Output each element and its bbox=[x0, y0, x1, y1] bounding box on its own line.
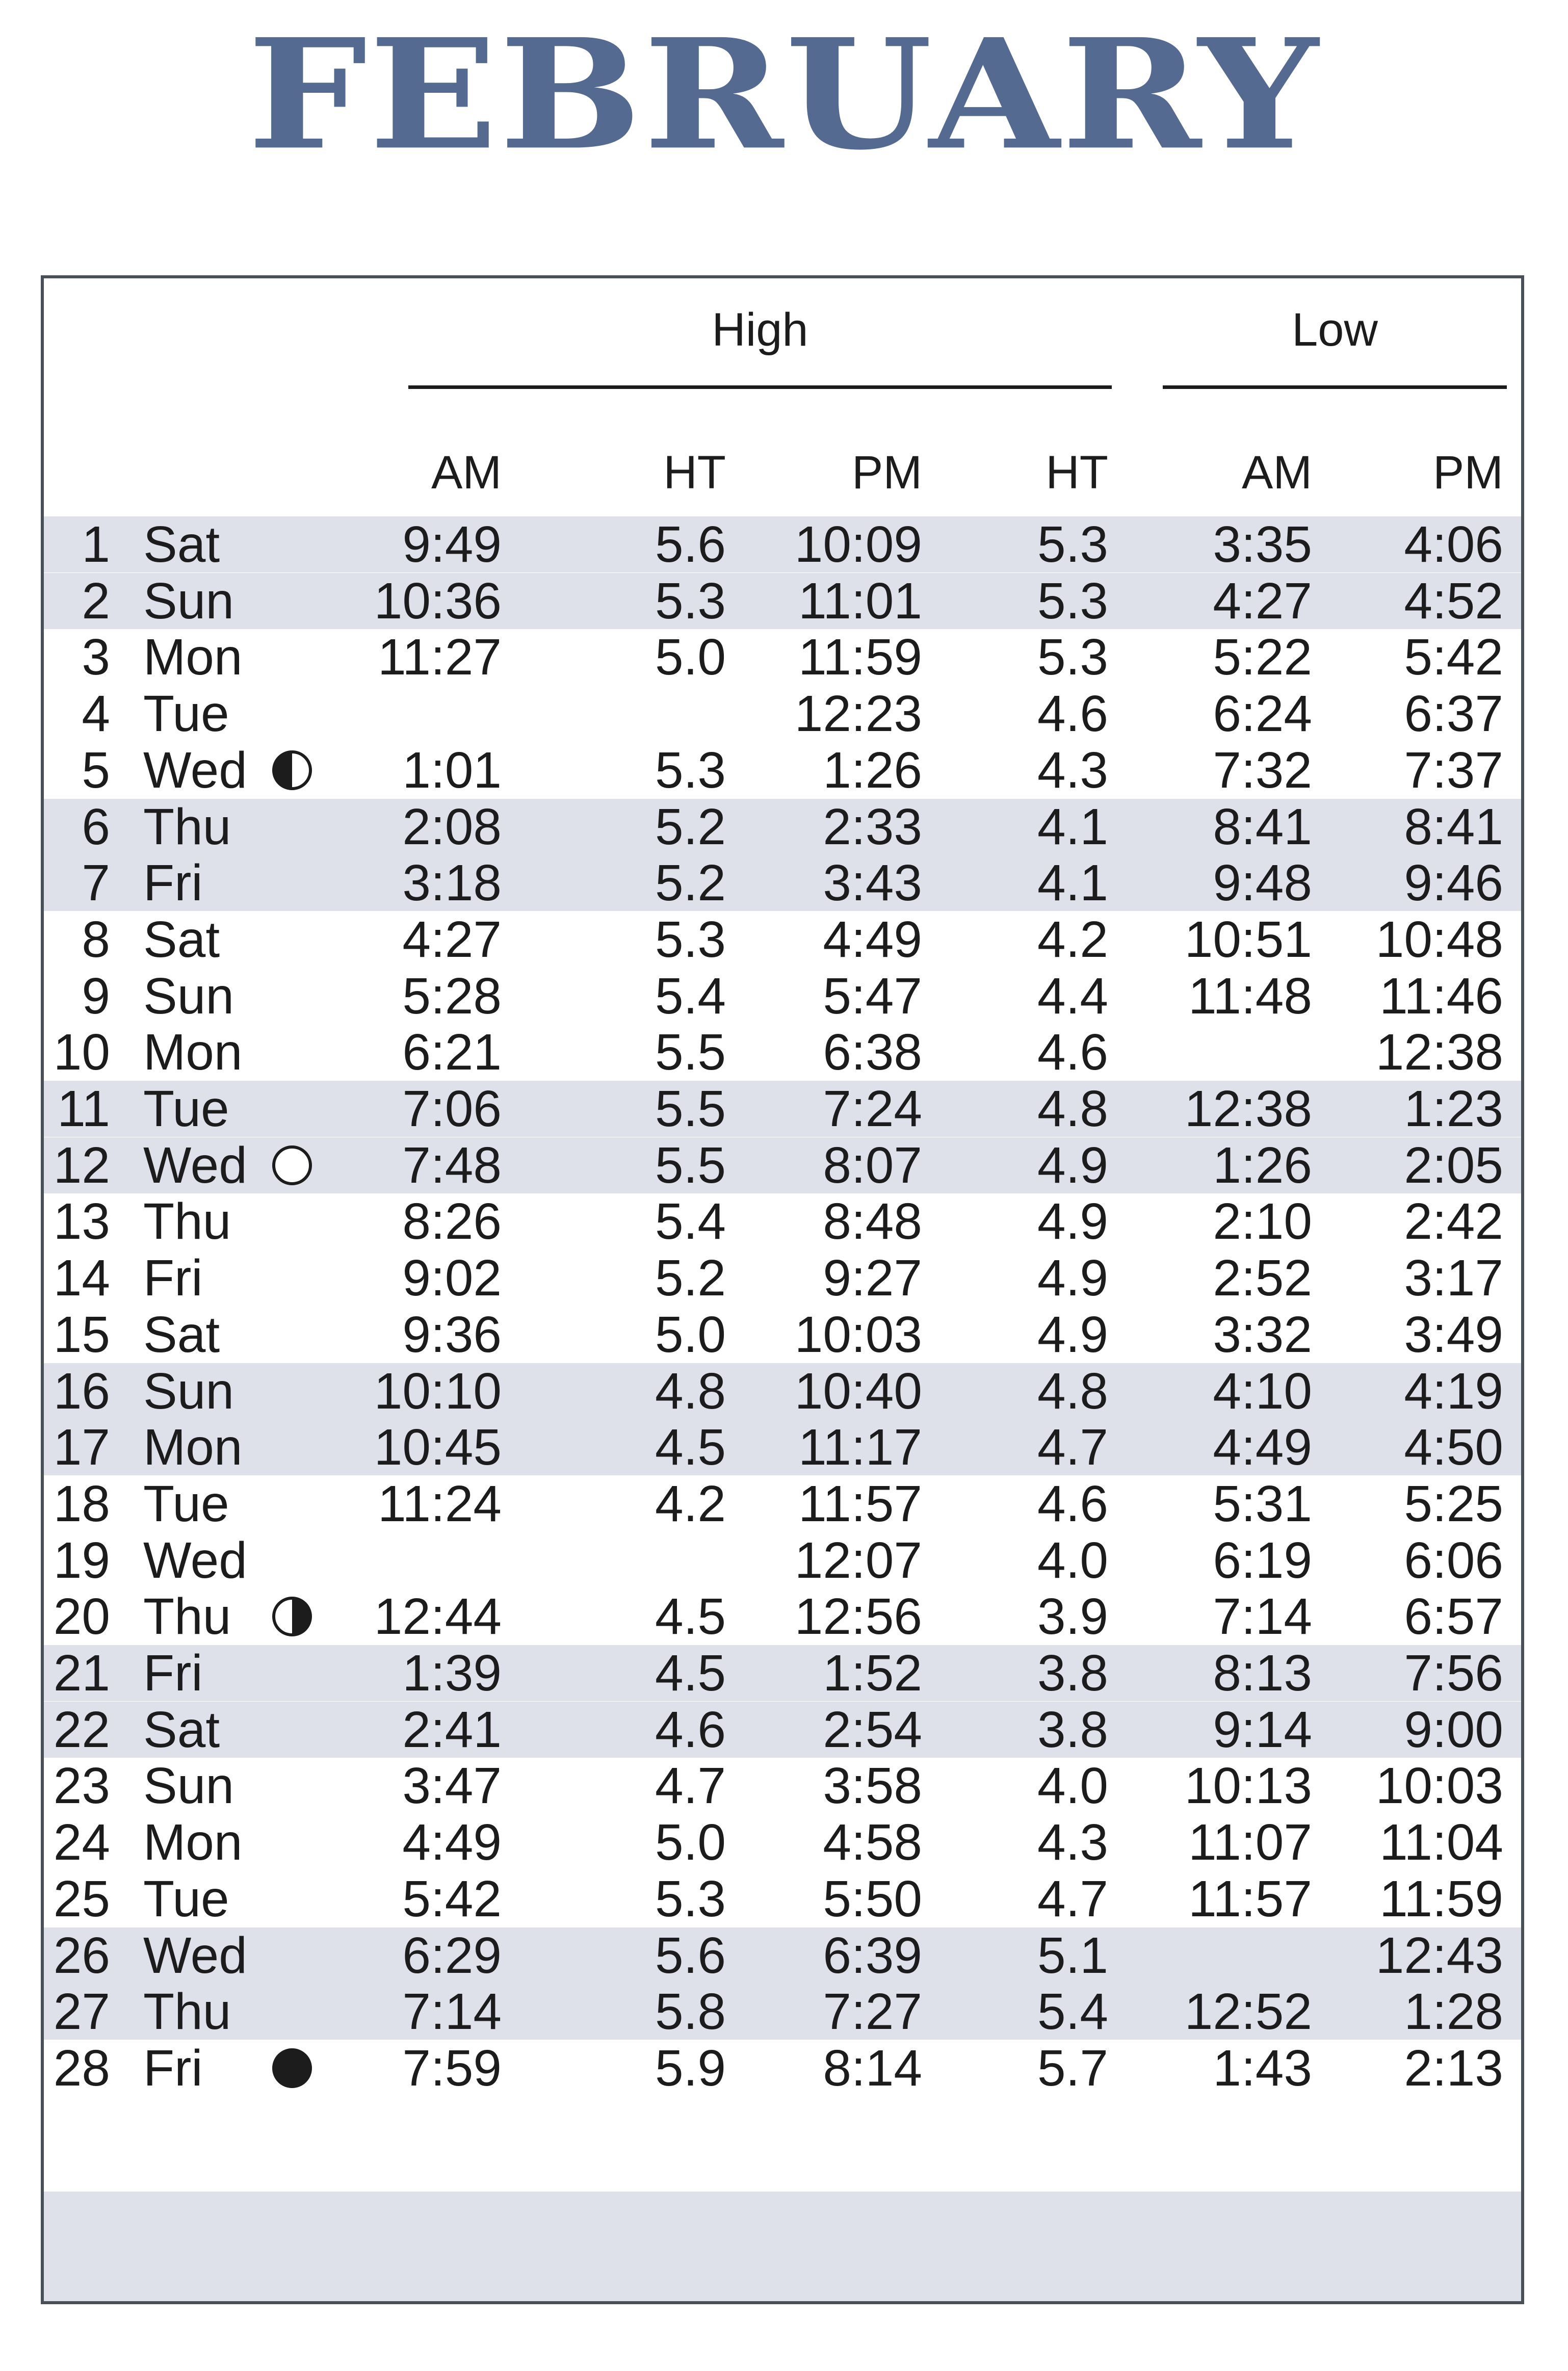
low-am-time: 6:24 bbox=[1213, 685, 1312, 743]
low-pm-time: 2:05 bbox=[1404, 1136, 1503, 1194]
first-quarter-moon-icon bbox=[272, 750, 312, 790]
high-pm-height: 5.3 bbox=[1037, 629, 1108, 686]
table-row bbox=[44, 968, 1521, 1024]
low-am-time: 4:27 bbox=[1213, 572, 1312, 630]
high-am-time: 9:49 bbox=[402, 516, 502, 573]
day-of-week: Sun bbox=[143, 1362, 234, 1420]
day-of-week: Thu bbox=[143, 1983, 231, 2041]
day-of-week: Sun bbox=[143, 1757, 234, 1815]
day-of-week: Thu bbox=[143, 1193, 231, 1250]
footer-band bbox=[44, 2192, 1521, 2301]
low-pm-time: 11:46 bbox=[1379, 967, 1503, 1025]
high-am-time: 7:06 bbox=[402, 1080, 502, 1137]
high-pm-time: 7:24 bbox=[823, 1080, 922, 1137]
high-pm-time: 8:07 bbox=[823, 1136, 922, 1194]
high-am-height: 5.3 bbox=[655, 910, 726, 968]
high-am-time: 7:14 bbox=[402, 1983, 502, 2041]
high-pm-height: 5.7 bbox=[1037, 2039, 1108, 2097]
high-group-label: High bbox=[712, 304, 808, 356]
low-am-time: 10:13 bbox=[1184, 1757, 1312, 1815]
col-header-high-am-ht: HT bbox=[663, 447, 726, 499]
day-of-week: Mon bbox=[143, 1419, 243, 1476]
high-pm-time: 3:43 bbox=[823, 854, 922, 912]
high-pm-height: 4.7 bbox=[1037, 1870, 1108, 1927]
col-header-high-pm-ht: HT bbox=[1046, 447, 1108, 499]
high-am-height: 4.5 bbox=[655, 1419, 726, 1476]
low-am-time: 7:14 bbox=[1213, 1588, 1312, 1646]
table-row bbox=[44, 1702, 1521, 1758]
high-am-time: 5:28 bbox=[402, 967, 502, 1025]
col-header-high-am: AM bbox=[431, 447, 502, 499]
low-am-time: 8:41 bbox=[1213, 798, 1312, 855]
high-pm-time: 5:50 bbox=[823, 1870, 922, 1927]
high-am-height: 5.9 bbox=[655, 2039, 726, 2097]
table-row bbox=[44, 516, 1521, 572]
col-header-low-am: AM bbox=[1242, 447, 1312, 499]
high-pm-time: 9:27 bbox=[823, 1249, 922, 1307]
high-am-height: 4.7 bbox=[655, 1757, 726, 1815]
day-number: 19 bbox=[53, 1531, 110, 1589]
high-pm-time: 8:14 bbox=[823, 2039, 922, 2097]
high-pm-height: 4.9 bbox=[1037, 1249, 1108, 1307]
high-pm-height: 4.9 bbox=[1037, 1193, 1108, 1250]
day-of-week: Sat bbox=[143, 910, 220, 968]
high-pm-time: 5:47 bbox=[823, 967, 922, 1025]
table-row bbox=[44, 1588, 1521, 1645]
high-am-height: 4.6 bbox=[655, 1701, 726, 1758]
high-am-time: 7:48 bbox=[402, 1136, 502, 1194]
high-am-height: 4.2 bbox=[655, 1475, 726, 1532]
low-pm-time: 2:13 bbox=[1404, 2039, 1503, 2097]
high-am-time: 1:01 bbox=[402, 741, 502, 799]
low-am-time: 11:48 bbox=[1188, 967, 1312, 1025]
high-pm-height: 4.1 bbox=[1037, 798, 1108, 855]
low-pm-time: 10:48 bbox=[1375, 910, 1503, 968]
low-pm-time: 4:52 bbox=[1404, 572, 1503, 630]
low-pm-time: 3:49 bbox=[1404, 1306, 1503, 1363]
low-am-time: 2:10 bbox=[1213, 1193, 1312, 1250]
high-am-height: 5.0 bbox=[655, 629, 726, 686]
day-number: 5 bbox=[82, 741, 110, 799]
low-pm-time: 4:06 bbox=[1404, 516, 1503, 573]
day-number: 8 bbox=[82, 910, 110, 968]
full-moon-icon bbox=[272, 1145, 312, 1185]
day-number: 10 bbox=[53, 1024, 110, 1081]
high-am-time: 9:02 bbox=[402, 1249, 502, 1307]
table-row bbox=[44, 855, 1521, 911]
low-group-label: Low bbox=[1292, 304, 1378, 356]
low-am-time: 6:19 bbox=[1213, 1531, 1312, 1589]
high-pm-time: 12:56 bbox=[794, 1588, 922, 1646]
day-number: 11 bbox=[57, 1080, 110, 1137]
high-am-height: 5.0 bbox=[655, 1306, 726, 1363]
day-number: 24 bbox=[53, 1814, 110, 1871]
low-am-time: 12:38 bbox=[1184, 1080, 1312, 1137]
table-row bbox=[44, 1363, 1521, 1419]
last-quarter-moon-icon bbox=[272, 1597, 312, 1636]
day-of-week: Tue bbox=[143, 1475, 229, 1532]
low-pm-time: 12:43 bbox=[1375, 1926, 1503, 1984]
high-am-time: 6:29 bbox=[402, 1926, 502, 1984]
table-row bbox=[44, 799, 1521, 855]
low-pm-time: 4:50 bbox=[1404, 1419, 1503, 1476]
high-am-height: 5.2 bbox=[655, 798, 726, 855]
table-row bbox=[44, 742, 1521, 798]
day-of-week: Sat bbox=[143, 1701, 220, 1758]
low-am-time: 10:51 bbox=[1184, 910, 1312, 968]
high-am-time: 3:47 bbox=[402, 1757, 502, 1815]
table-row bbox=[44, 1476, 1521, 1532]
day-number: 22 bbox=[53, 1701, 110, 1758]
day-number: 3 bbox=[82, 629, 110, 686]
table-row bbox=[44, 686, 1521, 742]
table-row bbox=[44, 1024, 1521, 1080]
high-am-height: 5.6 bbox=[655, 1926, 726, 1984]
table-row bbox=[44, 1307, 1521, 1363]
day-of-week: Tue bbox=[143, 685, 229, 743]
low-group-rule bbox=[1163, 385, 1507, 389]
day-number: 4 bbox=[82, 685, 110, 743]
day-number: 17 bbox=[53, 1419, 110, 1476]
high-pm-time: 10:40 bbox=[794, 1362, 922, 1420]
high-am-height: 5.3 bbox=[655, 572, 726, 630]
high-am-time: 4:27 bbox=[402, 910, 502, 968]
high-pm-time: 11:01 bbox=[798, 572, 922, 630]
day-number: 9 bbox=[82, 967, 110, 1025]
table-row bbox=[44, 1871, 1521, 1927]
high-am-time: 2:41 bbox=[402, 1701, 502, 1758]
low-pm-time: 7:56 bbox=[1404, 1645, 1503, 1702]
high-pm-height: 5.4 bbox=[1037, 1983, 1108, 2041]
col-header-high-pm: PM bbox=[852, 447, 922, 499]
day-number: 2 bbox=[82, 572, 110, 630]
low-pm-time: 11:04 bbox=[1379, 1814, 1503, 1871]
high-am-time: 2:08 bbox=[402, 798, 502, 855]
low-pm-time: 7:37 bbox=[1404, 741, 1503, 799]
low-pm-time: 8:41 bbox=[1404, 798, 1503, 855]
low-am-time: 7:32 bbox=[1213, 741, 1312, 799]
day-number: 18 bbox=[53, 1475, 110, 1532]
high-am-height: 5.5 bbox=[655, 1136, 726, 1194]
low-pm-time: 5:42 bbox=[1404, 629, 1503, 686]
high-pm-height: 5.3 bbox=[1037, 516, 1108, 573]
month-title: FEBRUARY bbox=[247, 5, 1321, 184]
new-moon-icon bbox=[272, 2048, 312, 2088]
high-pm-height: 4.9 bbox=[1037, 1136, 1108, 1194]
high-pm-height: 5.3 bbox=[1037, 572, 1108, 630]
high-am-time: 10:36 bbox=[374, 572, 502, 630]
high-am-time: 10:45 bbox=[374, 1419, 502, 1476]
day-number: 28 bbox=[53, 2039, 110, 2097]
day-of-week: Mon bbox=[143, 1814, 243, 1871]
table-row bbox=[44, 1137, 1521, 1193]
high-pm-height: 4.4 bbox=[1037, 967, 1108, 1025]
table-row bbox=[44, 1927, 1521, 1984]
high-am-time: 4:49 bbox=[402, 1814, 502, 1871]
high-am-height: 5.6 bbox=[655, 516, 726, 573]
high-pm-height: 3.8 bbox=[1037, 1701, 1108, 1758]
low-pm-time: 3:17 bbox=[1404, 1249, 1503, 1307]
low-pm-time: 9:46 bbox=[1404, 854, 1503, 912]
low-pm-time: 11:59 bbox=[1379, 1870, 1503, 1927]
high-am-height: 4.5 bbox=[655, 1588, 726, 1646]
table-row bbox=[44, 1250, 1521, 1306]
low-pm-time: 4:19 bbox=[1404, 1362, 1503, 1420]
day-of-week: Thu bbox=[143, 798, 231, 855]
high-am-height: 5.4 bbox=[655, 1193, 726, 1250]
low-am-time: 4:49 bbox=[1213, 1419, 1312, 1476]
day-of-week: Tue bbox=[143, 1080, 229, 1137]
table-row bbox=[44, 1758, 1521, 1814]
high-pm-height: 4.7 bbox=[1037, 1419, 1108, 1476]
day-of-week: Wed bbox=[143, 741, 247, 799]
high-pm-time: 11:57 bbox=[798, 1475, 922, 1532]
high-am-time: 10:10 bbox=[374, 1362, 502, 1420]
day-number: 1 bbox=[82, 516, 110, 573]
day-of-week: Fri bbox=[143, 2039, 203, 2097]
day-of-week: Fri bbox=[143, 854, 203, 912]
high-am-time: 11:24 bbox=[378, 1475, 502, 1532]
high-pm-height: 3.8 bbox=[1037, 1645, 1108, 1702]
low-am-time: 8:13 bbox=[1213, 1645, 1312, 1702]
low-am-time: 5:31 bbox=[1213, 1475, 1312, 1532]
day-number: 25 bbox=[53, 1870, 110, 1927]
day-number: 12 bbox=[53, 1136, 110, 1194]
table-row bbox=[44, 2040, 1521, 2096]
day-of-week: Wed bbox=[143, 1136, 247, 1194]
high-pm-time: 1:52 bbox=[823, 1645, 922, 1702]
low-am-time: 5:22 bbox=[1213, 629, 1312, 686]
high-pm-height: 4.3 bbox=[1037, 741, 1108, 799]
day-of-week: Sat bbox=[143, 516, 220, 573]
high-am-time: 5:42 bbox=[402, 1870, 502, 1927]
day-of-week: Sun bbox=[143, 967, 234, 1025]
day-of-week: Sun bbox=[143, 572, 234, 630]
high-pm-time: 12:07 bbox=[794, 1531, 922, 1589]
high-pm-time: 1:26 bbox=[823, 741, 922, 799]
low-pm-time: 12:38 bbox=[1375, 1024, 1503, 1081]
high-pm-height: 4.0 bbox=[1037, 1531, 1108, 1589]
low-pm-time: 10:03 bbox=[1375, 1757, 1503, 1815]
low-pm-time: 6:57 bbox=[1404, 1588, 1503, 1646]
low-pm-time: 2:42 bbox=[1404, 1193, 1503, 1250]
low-pm-time: 9:00 bbox=[1404, 1701, 1503, 1758]
high-pm-height: 4.0 bbox=[1037, 1757, 1108, 1815]
high-pm-time: 2:54 bbox=[823, 1701, 922, 1758]
day-number: 15 bbox=[53, 1306, 110, 1363]
high-pm-height: 4.9 bbox=[1037, 1306, 1108, 1363]
high-am-height: 5.3 bbox=[655, 1870, 726, 1927]
low-am-time: 3:32 bbox=[1213, 1306, 1312, 1363]
low-pm-time: 6:37 bbox=[1404, 685, 1503, 743]
table-row bbox=[44, 629, 1521, 685]
high-am-height: 5.5 bbox=[655, 1080, 726, 1137]
table-row bbox=[44, 1193, 1521, 1249]
high-am-time: 6:21 bbox=[402, 1024, 502, 1081]
table-row bbox=[44, 1081, 1521, 1137]
low-am-time: 9:48 bbox=[1213, 854, 1312, 912]
low-pm-time: 6:06 bbox=[1404, 1531, 1503, 1589]
high-am-height: 5.0 bbox=[655, 1814, 726, 1871]
table-row bbox=[44, 1532, 1521, 1588]
high-pm-time: 6:39 bbox=[823, 1926, 922, 1984]
day-number: 6 bbox=[82, 798, 110, 855]
high-pm-time: 8:48 bbox=[823, 1193, 922, 1250]
day-of-week: Thu bbox=[143, 1588, 231, 1646]
high-am-height: 5.3 bbox=[655, 741, 726, 799]
low-pm-time: 1:23 bbox=[1404, 1080, 1503, 1137]
high-pm-height: 4.8 bbox=[1037, 1362, 1108, 1420]
low-am-time: 1:26 bbox=[1213, 1136, 1312, 1194]
table-row bbox=[44, 1984, 1521, 2040]
high-am-time: 8:26 bbox=[402, 1193, 502, 1250]
day-number: 16 bbox=[53, 1362, 110, 1420]
day-of-week: Sat bbox=[143, 1306, 220, 1363]
high-pm-time: 3:58 bbox=[823, 1757, 922, 1815]
low-am-time: 11:07 bbox=[1188, 1814, 1312, 1871]
tide-table-frame bbox=[41, 275, 1524, 2304]
day-number: 23 bbox=[53, 1757, 110, 1815]
high-pm-time: 10:09 bbox=[794, 516, 922, 573]
high-pm-time: 4:58 bbox=[823, 1814, 922, 1871]
day-of-week: Mon bbox=[143, 1024, 243, 1081]
day-number: 13 bbox=[53, 1193, 110, 1250]
high-am-time: 3:18 bbox=[402, 854, 502, 912]
high-am-height: 5.8 bbox=[655, 1983, 726, 2041]
high-pm-time: 6:38 bbox=[823, 1024, 922, 1081]
low-am-time: 4:10 bbox=[1213, 1362, 1312, 1420]
high-pm-time: 4:49 bbox=[823, 910, 922, 968]
table-row bbox=[44, 1645, 1521, 1701]
high-am-time: 11:27 bbox=[378, 629, 502, 686]
low-am-time: 9:14 bbox=[1213, 1701, 1312, 1758]
high-pm-height: 4.6 bbox=[1037, 685, 1108, 743]
high-group-rule bbox=[408, 385, 1112, 389]
high-pm-time: 10:03 bbox=[794, 1306, 922, 1363]
high-pm-height: 4.8 bbox=[1037, 1080, 1108, 1137]
day-of-week: Wed bbox=[143, 1926, 247, 1984]
day-number: 27 bbox=[53, 1983, 110, 2041]
high-am-time: 7:59 bbox=[402, 2039, 502, 2097]
day-number: 21 bbox=[53, 1645, 110, 1702]
high-pm-time: 2:33 bbox=[823, 798, 922, 855]
high-pm-height: 4.6 bbox=[1037, 1024, 1108, 1081]
high-am-height: 5.2 bbox=[655, 1249, 726, 1307]
day-of-week: Wed bbox=[143, 1531, 247, 1589]
high-pm-height: 4.2 bbox=[1037, 910, 1108, 968]
high-am-height: 5.2 bbox=[655, 854, 726, 912]
high-pm-height: 4.6 bbox=[1037, 1475, 1108, 1532]
table-row bbox=[44, 1419, 1521, 1475]
high-pm-time: 7:27 bbox=[823, 1983, 922, 2041]
day-number: 7 bbox=[82, 854, 110, 912]
day-of-week: Mon bbox=[143, 629, 243, 686]
high-pm-time: 11:59 bbox=[798, 629, 922, 686]
low-am-time: 11:57 bbox=[1188, 1870, 1312, 1927]
low-pm-time: 5:25 bbox=[1404, 1475, 1503, 1532]
high-am-time: 1:39 bbox=[402, 1645, 502, 1702]
high-pm-height: 5.1 bbox=[1037, 1926, 1108, 1984]
day-number: 26 bbox=[53, 1926, 110, 1984]
table-row bbox=[44, 911, 1521, 968]
high-pm-time: 11:17 bbox=[798, 1419, 922, 1476]
day-number: 20 bbox=[53, 1588, 110, 1646]
table-row bbox=[44, 573, 1521, 629]
high-am-height: 5.5 bbox=[655, 1024, 726, 1081]
low-am-time: 12:52 bbox=[1184, 1983, 1312, 2041]
high-pm-height: 4.1 bbox=[1037, 854, 1108, 912]
low-pm-time: 1:28 bbox=[1404, 1983, 1503, 2041]
high-pm-time: 12:23 bbox=[794, 685, 922, 743]
col-header-low-pm: PM bbox=[1433, 447, 1503, 499]
table-row bbox=[44, 1814, 1521, 1870]
low-am-time: 1:43 bbox=[1213, 2039, 1312, 2097]
high-pm-height: 4.3 bbox=[1037, 1814, 1108, 1871]
high-am-height: 5.4 bbox=[655, 967, 726, 1025]
high-am-height: 4.8 bbox=[655, 1362, 726, 1420]
high-am-time: 12:44 bbox=[374, 1588, 502, 1646]
high-am-time: 9:36 bbox=[402, 1306, 502, 1363]
low-am-time: 3:35 bbox=[1213, 516, 1312, 573]
day-of-week: Fri bbox=[143, 1249, 203, 1307]
high-am-height: 4.5 bbox=[655, 1645, 726, 1702]
day-number: 14 bbox=[53, 1249, 110, 1307]
low-am-time: 2:52 bbox=[1213, 1249, 1312, 1307]
high-pm-height: 3.9 bbox=[1037, 1588, 1108, 1646]
day-of-week: Tue bbox=[143, 1870, 229, 1927]
day-of-week: Fri bbox=[143, 1645, 203, 1702]
